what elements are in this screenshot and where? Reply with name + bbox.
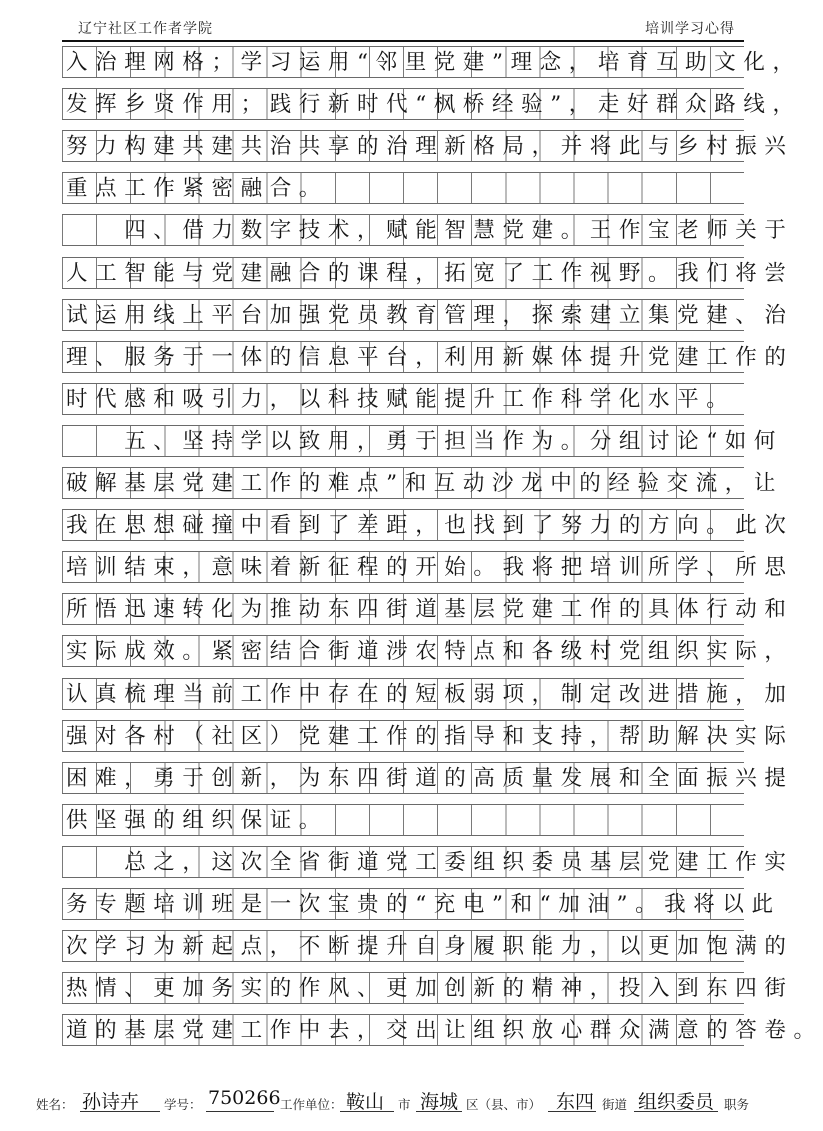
handwritten-line: 重点工作紧密融合。 xyxy=(66,176,328,202)
handwritten-line: 次学习为新起点，不断提升自身履职能力，以更加饱满的 xyxy=(66,934,794,960)
handwritten-line: 所悟迅速转化为推动东四街道基层党建工作的具体行动和 xyxy=(66,597,794,623)
position-underline xyxy=(634,1111,718,1112)
handwritten-line: 认真梳理当前工作中存在的短板弱项，制定改进措施，加 xyxy=(66,681,794,707)
handwritten-line: 我在思想碰撞中看到了差距，也找到了努力的方向。此次 xyxy=(66,513,794,539)
handwritten-line: 培训结束，意味着新征程的开始。我将把培训所学、所思 xyxy=(66,555,794,581)
grid-row xyxy=(62,1014,823,1046)
street-underline xyxy=(548,1111,596,1112)
handwritten-line: 强对各村（社区）党建工作的指导和支持，帮助解决实际 xyxy=(66,723,794,749)
district-label: 区（县、市） xyxy=(466,1097,542,1112)
header-left-title: 辽宁社区工作者学院 xyxy=(78,21,213,37)
handwritten-line: 总之，这次全省街道党工委组织委员基层党建工作实 xyxy=(66,849,794,875)
grid-row xyxy=(62,509,794,541)
unit-label: 工作单位： xyxy=(280,1097,343,1112)
id-label: 学号： xyxy=(164,1097,202,1112)
grid-row xyxy=(62,88,802,120)
name-underline xyxy=(80,1111,160,1112)
grid-row xyxy=(62,467,783,499)
street-value: 东四 xyxy=(556,1091,595,1113)
grid-row xyxy=(62,972,794,1004)
grid-row xyxy=(62,172,744,204)
handwritten-line: 破解基层党建工作的难点”和互动沙龙中的经验交流，让 xyxy=(66,471,783,496)
city-underline xyxy=(340,1111,394,1112)
name-label: 姓名： xyxy=(36,1097,74,1112)
district-value: 海城 xyxy=(420,1091,459,1113)
grid-row xyxy=(62,425,783,457)
footer-info xyxy=(36,1083,766,1123)
grid-row xyxy=(62,299,794,331)
grid-row xyxy=(62,804,744,836)
grid-row xyxy=(62,720,794,752)
city-value: 鞍山 xyxy=(346,1091,385,1113)
header-right-title: 培训学习心得 xyxy=(645,21,735,37)
handwritten-line: 四、借力数字技术，赋能智慧党建。王作宝老师关于 xyxy=(66,218,794,244)
position-label: 职务 xyxy=(724,1097,750,1112)
writing-grid xyxy=(62,46,823,1080)
id-value: 750266 xyxy=(208,1087,281,1109)
grid-row xyxy=(62,846,794,878)
header-rule xyxy=(62,40,744,42)
city-label: 市 xyxy=(398,1097,411,1112)
handwritten-line: 务专题培训班是一次宝贵的“充电”和“加油”。我将以此 xyxy=(66,892,781,917)
handwritten-line: 理、服务于一体的信息平台，利用新媒体提升党建工作的 xyxy=(66,344,794,370)
grid-row xyxy=(62,762,794,794)
handwritten-line: 道的基层党建工作中去，交出让组织放心群众满意的答卷。 xyxy=(66,1018,823,1044)
handwritten-line: 时代感和吸引力，以科技赋能提升工作科学化水平。 xyxy=(66,386,736,412)
grid-row xyxy=(62,341,794,373)
grid-row xyxy=(62,551,794,583)
handwritten-line: 困难，勇于创新，为东四街道的高质量发展和全面振兴提 xyxy=(66,765,794,791)
id-underline xyxy=(206,1111,274,1112)
grid-row xyxy=(62,930,794,962)
grid-row xyxy=(62,130,794,162)
handwritten-line: 热情、更加务实的作风、更加创新的精神，投入到东四街 xyxy=(66,976,794,1002)
handwritten-line: 人工智能与党建融合的课程，拓宽了工作视野。我们将尝 xyxy=(66,260,794,286)
handwritten-line: 发挥乡贤作用；践行新时代“枫桥经验”，走好群众路线， xyxy=(66,92,802,118)
grid-row xyxy=(62,46,802,78)
handwritten-line: 实际成效。紧密结合街道涉农特点和各级村党组织实际， xyxy=(66,639,794,665)
handwritten-line: 试运用线上平台加强党员教育管理，探索建立集党建、治 xyxy=(66,302,794,328)
grid-row xyxy=(62,635,794,667)
handwritten-line: 五、坚持学以致用，勇于担当作为。分组讨论“如何 xyxy=(66,428,783,454)
handwritten-line: 供坚强的组织保证。 xyxy=(66,807,328,833)
grid-row xyxy=(62,214,794,246)
position-value: 组织委员 xyxy=(638,1091,715,1113)
grid-row xyxy=(62,678,794,710)
name-value: 孙诗卉 xyxy=(82,1091,140,1113)
grid-row xyxy=(62,257,794,289)
grid-row xyxy=(62,888,781,920)
grid-row xyxy=(62,383,744,415)
district-underline xyxy=(416,1111,462,1112)
street-label: 街道 xyxy=(602,1097,628,1112)
handwritten-line: 努力构建共建共治共享的治理新格局，并将此与乡村振兴 xyxy=(66,134,794,160)
handwritten-line: 入治理网格；学习运用“邻里党建”理念，培育互助文化， xyxy=(66,50,802,75)
grid-row xyxy=(62,593,794,625)
